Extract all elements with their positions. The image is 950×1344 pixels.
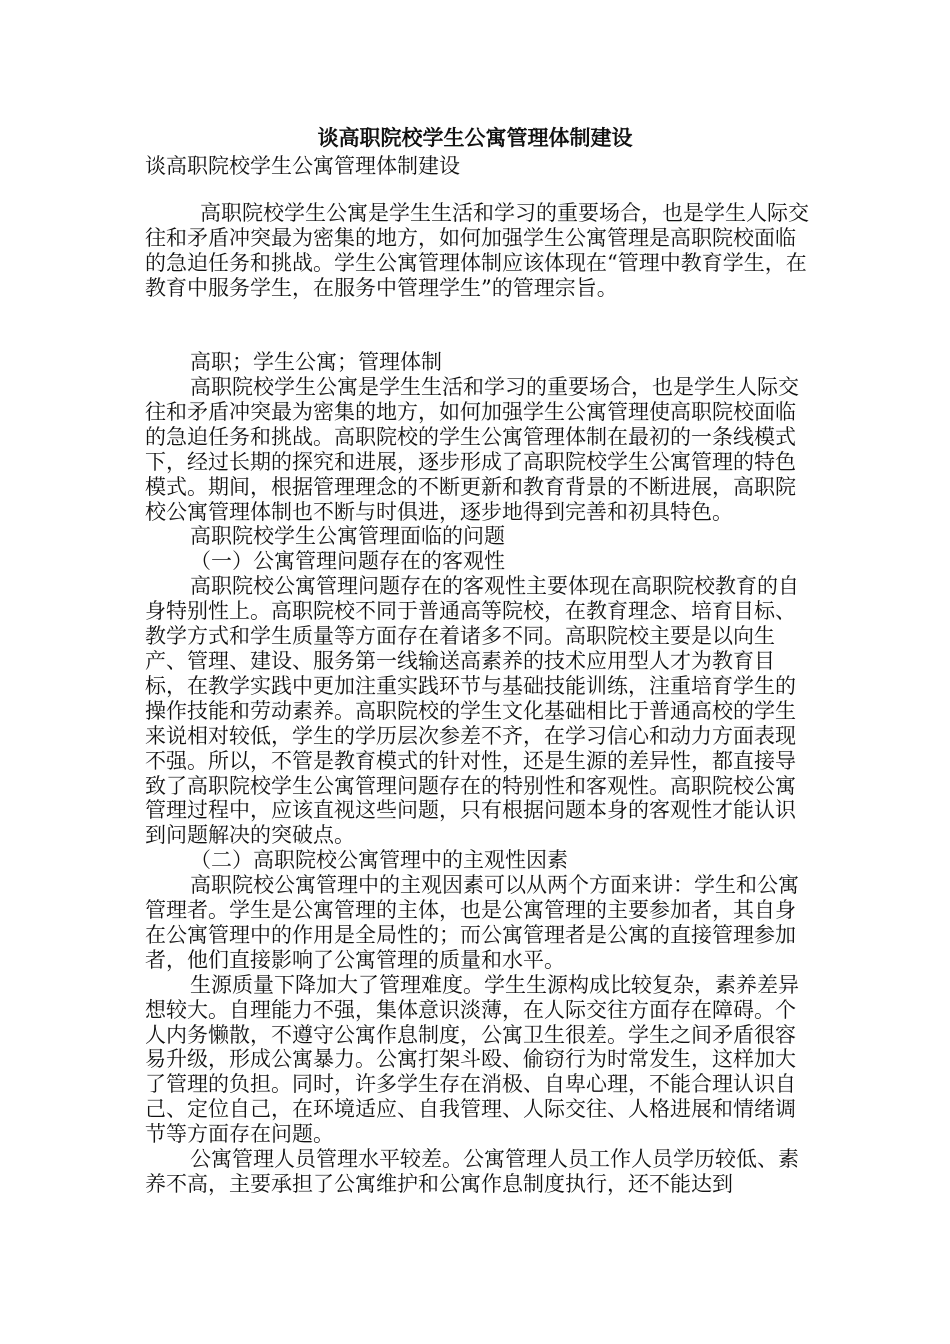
body-paragraph-objective: 高职院校公寓管理问题存在的客观性主要体现在高职院校教育的自身特别性上。高职院校不同于普通高等院校，在教育理念、培育目标、教学方式和学生质量等方面存在着诸多不同。高职院校主要是以向生产、管理、建设、服务第一线输送高素养的技术应用型人才为教育目标，在教学实践中更加注重实践环节与基础技能训练，注重培育学生的操作技能和劳动素养。高职院校的学生文化基础相比于普通高校的学生来说相对较低，学生的学历层次参差不齐，在学习信心和动力方面表现不强。所以，不管是教育模式的针对性，还是生源的差异性，都直接导致了高职院校学生公寓管理问题存在的特别性和客观性。高职院校公寓管理过程中，应该直视这些问题，只有根据问题本身的客观性才能认识到问题解决的突破点。 (145, 574, 799, 848)
subsection-heading-objective: （一）公寓管理问题存在的客观性 (190, 549, 505, 574)
abstract-paragraph: 高职院校学生公寓是学生生活和学习的重要场合，也是学生人际交往和矛盾冲突最为密集的地方，如何加强学生公寓管理是高职院校面临的急迫任务和挑战。学生公寓管理体制应该体现在“管理中教育学生，在教育中服务学生，在服务中管理学生”的管理宗旨。 (145, 201, 809, 300)
body-paragraph-intro: 高职院校学生公寓是学生生活和学习的重要场合，也是学生人际交往和矛盾冲突最为密集的地方，如何加强学生公寓管理使高职院校面临的急迫任务和挑战。高职院校的学生公寓管理体制在最初的一条线模式下，经过长期的探究和进展，逐步形成了高职院校学生公寓管理的特色模式。期间，根据管理理念的不断更新和教育背景的不断进展，高职院校公寓管理体制也不断与时俱进，逐步地得到完善和初具特色。 (145, 375, 799, 524)
document-title: 谈高职院校学生公寓管理体制建设 (317, 125, 633, 150)
body-paragraph-students: 生源质量下降加大了管理难度。学生生源构成比较复杂，素养差异想较大。自理能力不强，集体意识淡薄，在人际交往方面存在障碍。个人内务懒散，不遵守公寓作息制度，公寓卫生很差。学生之间矛盾很容易升级，形成公寓暴力。公寓打架斗殴、偷窃行为时常发生，这样加大了管理的负担。同时，许多学生存在消极、自卑心理，不能合理认识自己、定位自己，在环境适应、自我管理、人际交往、人格进展和情绪调节等方面存在问题。 (145, 972, 799, 1147)
keywords-line: 高职；学生公寓；管理体制 (190, 350, 442, 374)
body-paragraph-managers: 公寓管理人员管理水平较差。公寓管理人员工作人员学历较低、素养不高，主要承担了公寓维护和公寓作息制度执行，还不能达到 (145, 1147, 799, 1196)
body-text (145, 375, 810, 1197)
subsection-heading-subjective: （二）高职院校公寓管理中的主观性因素 (190, 848, 568, 873)
body-paragraph-subjective: 高职院校公寓管理中的主观因素可以从两个方面来讲：学生和公寓管理者。学生是公寓管理的主体，也是公寓管理的主要参加者，其自身在公寓管理中的作用是全局性的；而公寓管理者是公寓的直接管理参加者，他们直接影响了公寓管理的质量和水平。 (145, 873, 799, 972)
section-heading-problems: 高职院校学生公寓管理面临的问题 (190, 524, 505, 549)
document-subtitle: 谈高职院校学生公寓管理体制建设 (145, 154, 460, 178)
